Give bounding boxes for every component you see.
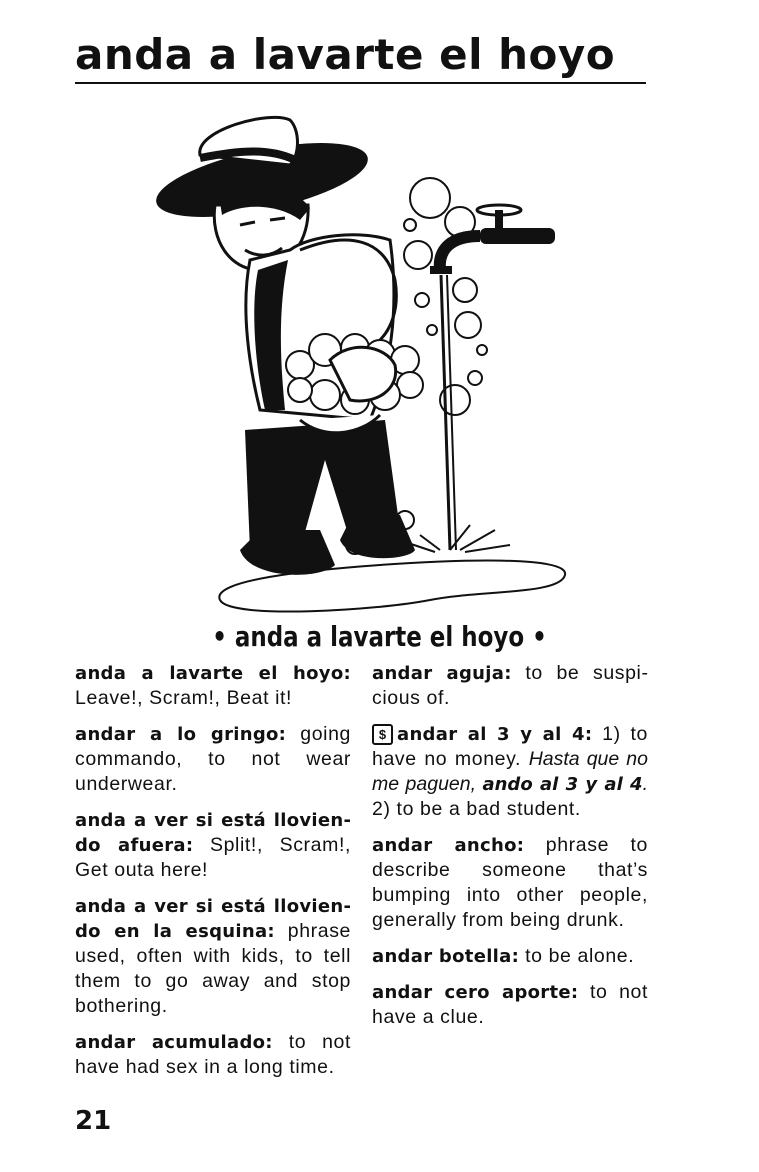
headword: andar a lo gringo: [75, 724, 287, 745]
headword: anda a lavarte el hoyo: [75, 663, 351, 684]
definition: Split!, Scram!, Get outa here! [75, 834, 351, 881]
example-emphasis: ando al 3 y al 4 [482, 774, 643, 795]
headword: andar al 3 y al 4: [397, 724, 593, 745]
headword: andar ancho: [372, 835, 525, 856]
dictionary-entry [372, 980, 648, 1030]
definition: to not have had sex in a long time. [75, 1031, 352, 1078]
headword: anda a ver si está lloviendo afuera: [75, 810, 351, 856]
headword: andar aguja: [372, 663, 512, 684]
definition: phrase to describe someone that’s bumping into other people, generally from being drunk. [372, 834, 648, 931]
dictionary-entry [75, 808, 351, 883]
dictionary-entry [372, 833, 648, 933]
dictionary-entry [75, 1030, 351, 1080]
definition: going commando, to not wear underwear. [75, 723, 351, 795]
illustration-caption: • anda a lavarte el hoyo • [212, 620, 547, 653]
cowboy-illustration [150, 110, 580, 620]
definition: to not have a clue. [372, 981, 648, 1028]
definition-2: 2) to be a bad student. [372, 798, 581, 820]
headword: anda a ver si está lloviendo en la esquina: [75, 896, 351, 942]
definition: to be suspicious of. [372, 662, 648, 709]
page-number: 21 [75, 1106, 112, 1136]
dictionary-entry [372, 722, 648, 822]
example: Hasta que no me paguen, [372, 748, 648, 795]
definition: Leave!, Scram!, Beat it! [75, 687, 293, 709]
page-title: anda a lavarte el hoyo [75, 30, 646, 84]
dictionary-entry [75, 661, 351, 711]
headword: andar botella: [372, 946, 520, 967]
entries-column-right [372, 661, 648, 1041]
dictionary-entry [75, 722, 351, 797]
example-end: . [642, 773, 648, 795]
definition: 1) to have no money. [372, 723, 648, 770]
dictionary-entry [75, 894, 351, 1019]
headword: andar acumulado: [75, 1032, 273, 1053]
definition: phrase used, often with kids, to tell them to go away and stop bothering. [75, 920, 351, 1017]
headword: andar cero aporte: [372, 982, 579, 1003]
faucet-icon [430, 205, 555, 274]
dictionary-entry [372, 661, 648, 711]
entries-column-left [75, 661, 351, 1091]
money-icon: $ [372, 724, 393, 745]
definition: to be alone. [519, 945, 635, 967]
dictionary-entry [372, 944, 648, 969]
